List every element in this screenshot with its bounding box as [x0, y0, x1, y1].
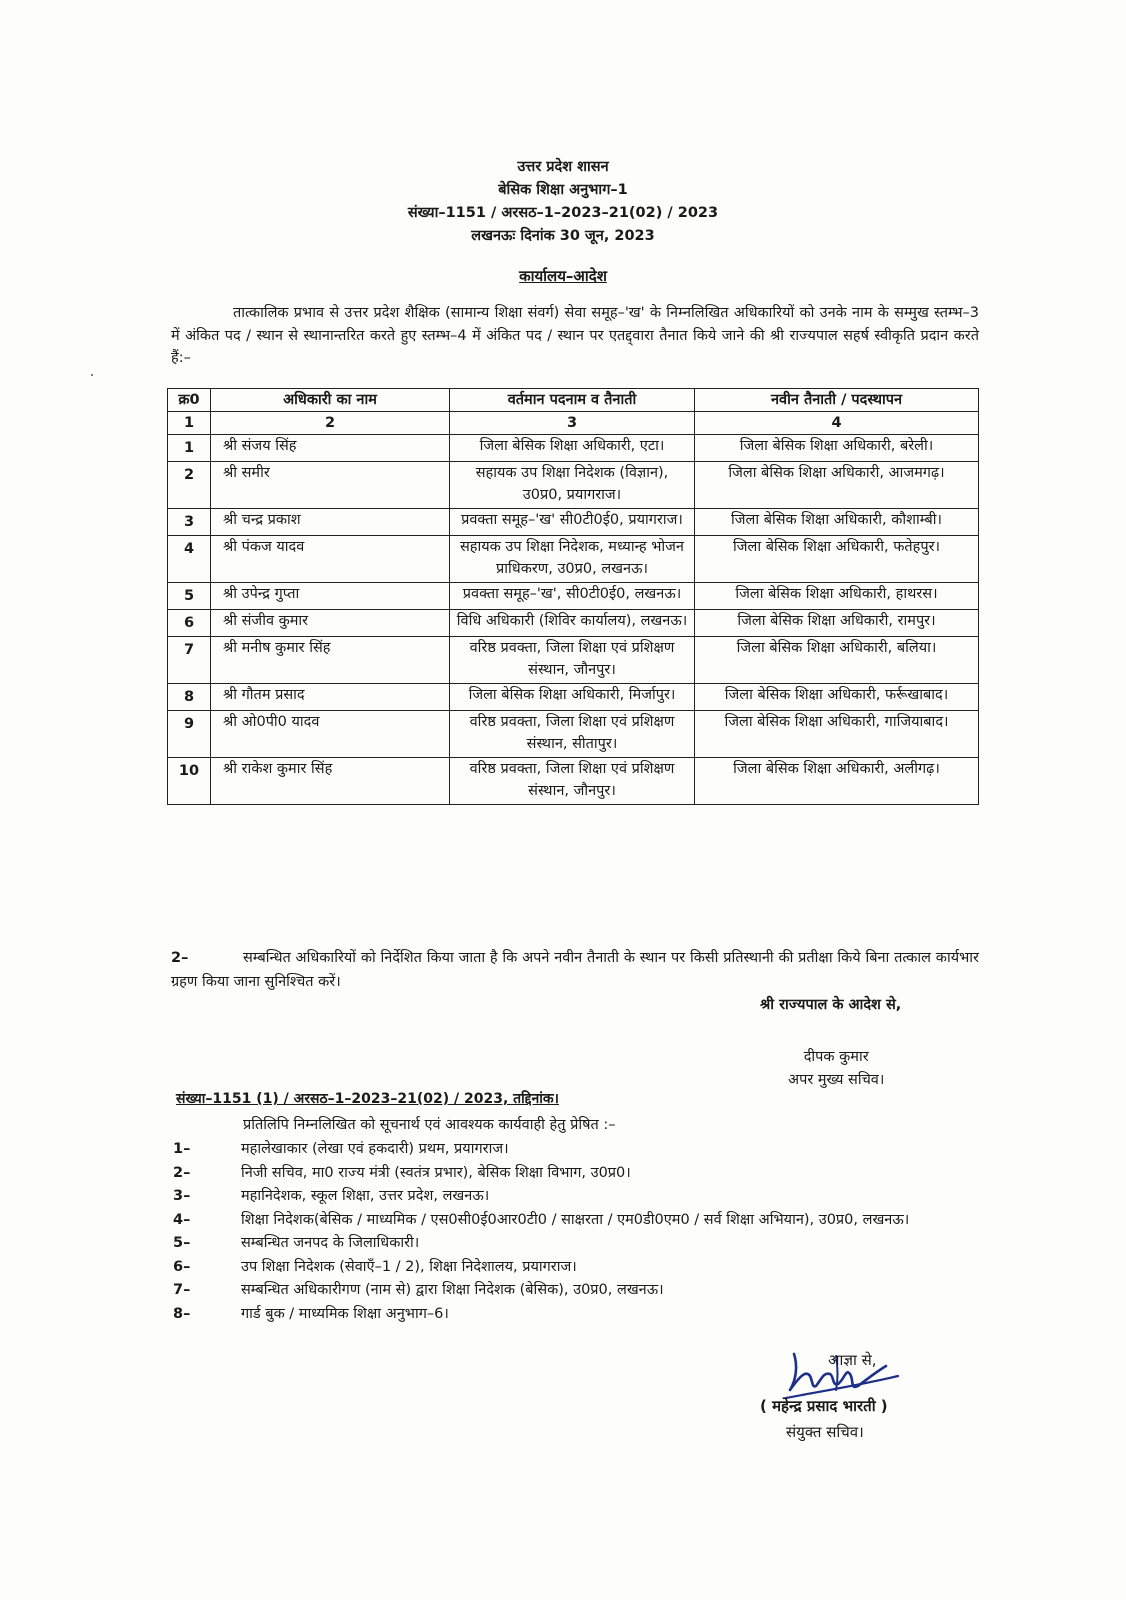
new-posting-cell: जिला बेसिक शिक्षा अधिकारी, हाथरस।: [695, 583, 979, 610]
table-row: [168, 536, 979, 583]
list-item: [173, 1279, 985, 1303]
list-item-number: 6–: [173, 1258, 191, 1275]
officer-name-cell: श्री मनीष कुमार सिंह: [211, 637, 450, 684]
serial-cell: 5: [168, 583, 211, 610]
column-number: 2: [211, 412, 450, 435]
table-row: [168, 758, 979, 805]
table-row: [168, 610, 979, 637]
table-row: [168, 435, 979, 462]
officer-name-cell: श्री पंकज यादव: [211, 536, 450, 583]
list-item: [173, 1256, 985, 1280]
list-item-text: शिक्षा निदेशक(बेसिक / माध्यमिक / एस0सी0ई0आर0टी0 / साक्षरता / एम0डी0एम0 / सर्व शिक्षा अभियान), उ0प्र0, लखनऊ।: [241, 1211, 910, 1228]
signatory-designation: अपर मुख्य सचिव।: [788, 1072, 885, 1088]
list-item-text: सम्बन्धित जनपद के जिलाधिकारी।: [241, 1235, 420, 1251]
officer-name-cell: श्री चन्द्र प्रकाश: [211, 509, 450, 536]
officer-name-cell: श्री समीर: [211, 462, 450, 509]
serial-cell: 9: [168, 711, 211, 758]
list-item-number: 5–: [173, 1235, 191, 1251]
document-header: [0, 156, 1126, 248]
list-item: [173, 1303, 985, 1327]
new-posting-cell: जिला बेसिक शिक्षा अधिकारी, गाजियाबाद।: [695, 711, 979, 758]
table-header-row: [168, 389, 979, 412]
order-by-line: श्री राज्यपाल के आदेश से,: [760, 997, 902, 1013]
serial-cell: 10: [168, 758, 211, 805]
officer-name-cell: श्री गौतम प्रसाद: [211, 684, 450, 711]
list-item-text: महानिदेशक, स्कूल शिक्षा, उत्तर प्रदेश, लखनऊ।: [241, 1188, 490, 1204]
current-post-cell: जिला बेसिक शिक्षा अधिकारी, एटा।: [450, 435, 695, 462]
officer-name-cell: श्री संजय सिंह: [211, 435, 450, 462]
new-posting-cell: जिला बेसिक शिक्षा अधिकारी, अलीगढ़।: [695, 758, 979, 805]
scan-speck: [91, 374, 93, 376]
intro-paragraph: तात्कालिक प्रभाव से उत्तर प्रदेश शैक्षिक (सामान्य शिक्षा संवर्ग) सेवा समूह–'ख' के निम्नलिखित अधिकारियों को उनके नाम के सम्मुख स्तम्भ–3 में अंकित पद / स्थान से स्थानान्तरित करते हुए स्तम्भ–4 में अंकित पद / स्थान पर एतद्द्वारा तैनात किये जाने की श्री राज्यपाल सहर्ष स्वीकृति प्रदान करते हैं:–: [171, 305, 979, 366]
current-post-cell: वरिष्ठ प्रवक्ता, जिला शिक्षा एवं प्रशिक्षण संस्थान, जौनपुर।: [450, 637, 695, 684]
closing-name: ( महेन्द्र प्रसाद भारती ): [760, 1397, 888, 1415]
table-row: [168, 462, 979, 509]
list-item-number: 1–: [173, 1141, 191, 1157]
serial-cell: 2: [168, 462, 211, 509]
current-post-cell: वरिष्ठ प्रवक्ता, जिला शिक्षा एवं प्रशिक्षण संस्थान, जौनपुर।: [450, 758, 695, 805]
closing-designation: संयुक्त सचिव।: [786, 1423, 864, 1441]
header-officer-name: अधिकारी का नाम: [211, 389, 450, 412]
serial-cell: 4: [168, 536, 211, 583]
header-reference-number: संख्या–1151 / अरसठ–1–2023–21(02) / 2023: [407, 205, 719, 221]
table-row: [168, 711, 979, 758]
officer-name-cell: श्री ओ0पी0 यादव: [211, 711, 450, 758]
list-item: [173, 1232, 985, 1256]
officer-name-cell: श्री उपेन्द्र गुप्ता: [211, 583, 450, 610]
new-posting-cell: जिला बेसिक शिक्षा अधिकारी, आजमगढ़।: [695, 462, 979, 509]
current-post-cell: प्रवक्ता समूह–'ख' सी0टी0ई0, प्रयागराज।: [450, 509, 695, 536]
list-item-number: 3–: [173, 1188, 191, 1204]
current-post-cell: जिला बेसिक शिक्षा अधिकारी, मिर्जापुर।: [450, 684, 695, 711]
new-posting-cell: जिला बेसिक शिक्षा अधिकारी, बरेली।: [695, 435, 979, 462]
table-row: [168, 637, 979, 684]
list-item: [173, 1185, 985, 1209]
list-item: [173, 1209, 985, 1233]
closing-signature-block: [756, 1346, 956, 1456]
header-section: बेसिक शिक्षा अनुभाग–1: [498, 182, 628, 198]
office-order-heading: [0, 266, 1126, 286]
current-post-cell: सहायक उप शिक्षा निदेशक (विज्ञान), उ0प्र0, प्रयागराज।: [450, 462, 695, 509]
header-new-posting: नवीन तैनाती / पदस्थापन: [695, 389, 979, 412]
serial-cell: 3: [168, 509, 211, 536]
signatory-name: दीपक कुमार: [803, 1049, 869, 1065]
list-item-number: 2–: [173, 1164, 191, 1181]
closing-agya: आज्ञा से,: [828, 1351, 877, 1369]
endorsement-reference: संख्या–1151 (1) / अरसठ–1–2023–21(02) / 2023, तद्दिनांक।: [176, 1091, 559, 1107]
serial-cell: 1: [168, 435, 211, 462]
copy-recipient-list: [173, 1138, 985, 1326]
list-item: [173, 1138, 985, 1162]
list-item-text: महालेखाकार (लेखा एवं हकदारी) प्रथम, प्रयागराज।: [241, 1141, 509, 1157]
table-row: [168, 684, 979, 711]
serial-cell: 7: [168, 637, 211, 684]
transfer-table: [167, 388, 979, 805]
current-post-cell: विधि अधिकारी (शिविर कार्यालय), लखनऊ।: [450, 610, 695, 637]
header-date: लखनऊः दिनांक 30 जून, 2023: [471, 228, 655, 244]
paragraph-text: सम्बन्धित अधिकारियों को निर्देशित किया जाता है कि अपने नवीन तैनाती के स्थान पर किसी प्रतिस्थानी की प्रतीक्षा किये बिना तत्काल कार्यभार ग्रहण किया जाना सुनिश्चित करें।: [171, 950, 979, 990]
header-government: उत्तर प्रदेश शासन: [517, 159, 609, 175]
list-item-number: 8–: [173, 1305, 191, 1322]
officer-name-cell: श्री संजीव कुमार: [211, 610, 450, 637]
column-number: 3: [450, 412, 695, 435]
table-row: [168, 583, 979, 610]
current-post-cell: प्रवक्ता समूह–'ख', सी0टी0ई0, लखनऊ।: [450, 583, 695, 610]
list-item-text: उप शिक्षा निदेशक (सेवाएँ–1 / 2), शिक्षा निदेशालय, प्रयागराज।: [241, 1258, 577, 1275]
list-item-text: गार्ड बुक / माध्यमिक शिक्षा अनुभाग–6।: [241, 1305, 449, 1322]
column-number-row: [168, 412, 979, 435]
office-order-title: कार्यालय–आदेश: [519, 267, 607, 285]
column-number: 4: [695, 412, 979, 435]
new-posting-cell: जिला बेसिक शिक्षा अधिकारी, रामपुर।: [695, 610, 979, 637]
new-posting-cell: जिला बेसिक शिक्षा अधिकारी, बलिया।: [695, 637, 979, 684]
header-serial: क्र0: [168, 389, 211, 412]
new-posting-cell: जिला बेसिक शिक्षा अधिकारी, कौशाम्बी।: [695, 509, 979, 536]
current-post-cell: सहायक उप शिक्षा निदेशक, मध्यान्ह भोजन प्राधिकरण, उ0प्र0, लखनऊ।: [450, 536, 695, 583]
list-item-text: निजी सचिव, मा0 राज्य मंत्री (स्वतंत्र प्रभार), बेसिक शिक्षा विभाग, उ0प्र0।: [241, 1164, 631, 1181]
new-posting-cell: जिला बेसिक शिक्षा अधिकारी, फतेहपुर।: [695, 536, 979, 583]
list-item: [173, 1162, 985, 1186]
table-row: [168, 509, 979, 536]
serial-cell: 6: [168, 610, 211, 637]
list-item-text: सम्बन्धित अधिकारीगण (नाम से) द्वारा शिक्षा निदेशक (बेसिक), उ0प्र0, लखनऊ।: [241, 1282, 664, 1298]
instruction-paragraph: [171, 946, 979, 994]
column-number: 1: [168, 412, 211, 435]
list-item-number: 7–: [173, 1282, 191, 1298]
officer-name-cell: श्री राकेश कुमार सिंह: [211, 758, 450, 805]
serial-cell: 8: [168, 684, 211, 711]
new-posting-cell: जिला बेसिक शिक्षा अधिकारी, फर्रूखाबाद।: [695, 684, 979, 711]
endorsement-intro: प्रतिलिपि निम्नलिखित को सूचनार्थ एवं आवश्यक कार्यवाही हेतु प्रेषित :–: [243, 1117, 616, 1133]
list-item-number: 4–: [173, 1211, 191, 1228]
signatory-block: [788, 1046, 884, 1092]
current-post-cell: वरिष्ठ प्रवक्ता, जिला शिक्षा एवं प्रशिक्षण संस्थान, सीतापुर।: [450, 711, 695, 758]
header-current-post: वर्तमान पदनाम व तैनाती: [450, 389, 695, 412]
paragraph-number: 2–: [171, 950, 189, 966]
